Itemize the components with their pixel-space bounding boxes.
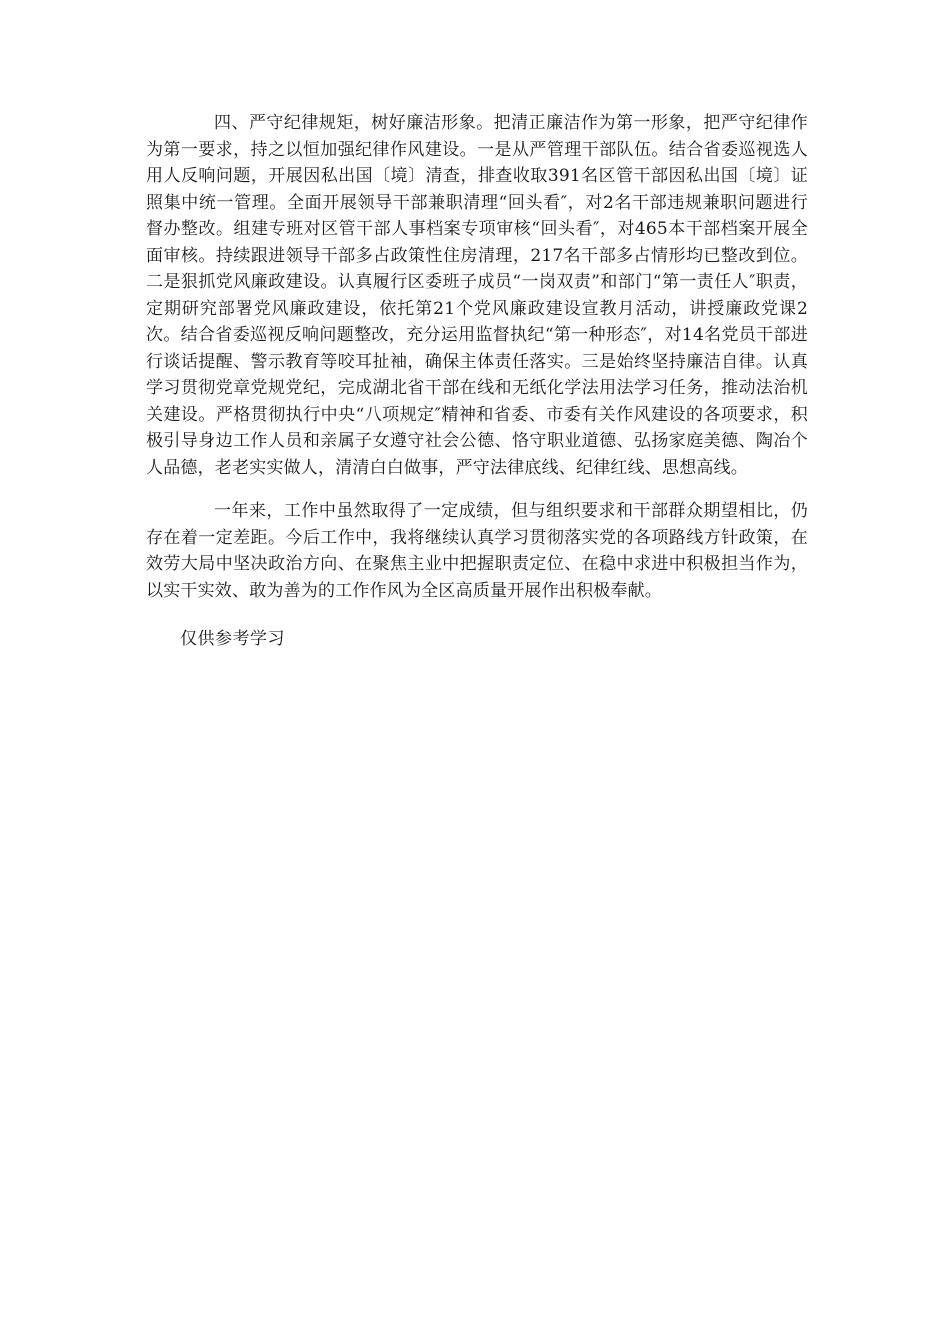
paragraph-summary: 一年来，工作中虽然取得了一定成绩，但与组织要求和干部群众期望相比，仍存在着一定差距。今后工作中，我将继续认真学习贯彻落实党的各项路线方针政策，在效劳大局中坚决政治方向、在聚焦主业中把握职责定位、在稳中求进中积极担当作为，以实干实效、敢为善为的工作作风为全区高质量开展作出积极奉献。: [146, 501, 808, 601]
document-page: [146, 110, 808, 653]
closing-note: 仅供参考学习: [180, 629, 285, 649]
paragraph-discipline: 四、严守纪律规矩，树好廉洁形象。把清正廉洁作为第一形象，把严守纪律作为第一要求，持之以恒加强纪律作风建设。一是从严管理干部队伍。结合省委巡视选人用人反响问题，开展因私出国〔境〕清查，排查收取391名区管干部因私出国〔境〕证照集中统一管理。全面开展领导干部兼职清理“回头看″，对2名干部违规兼职问题进行督办整改。组建专班对区管干部人事档案专项审核“回头看″，对465本干部档案开展全面审核。持续跟进领导干部多占政策性住房清理，217名干部多占情形均已整改到位。二是狠抓党风廉政建设。认真履行区委班子成员“一岗双责”和部门“第一责任人″职责，定期研究部署党风廉政建设，依托第21个党风廉政建设宣教月活动，讲授廉政党课2次。结合省委巡视反响问题整改，充分运用监督执纪“第一种形态″，对14名党员干部进行谈话提醒、警示教育等咬耳扯袖，确保主体责任落实。三是始终坚持廉洁自律。认真学习贯彻党章党规党纪，完成湖北省干部在线和无纸化学法用法学习任务，推动法治机关建设。严格贯彻执行中央“八项规定″精神和省委、市委有关作风建设的各项要求，积极引导身边工作人员和亲属子女遵守社会公德、恪守职业道德、弘扬家庭美德、陶冶个人品德，老老实实做人，清清白白做事，严守法律底线、纪律红线、思想高线。: [146, 113, 808, 478]
